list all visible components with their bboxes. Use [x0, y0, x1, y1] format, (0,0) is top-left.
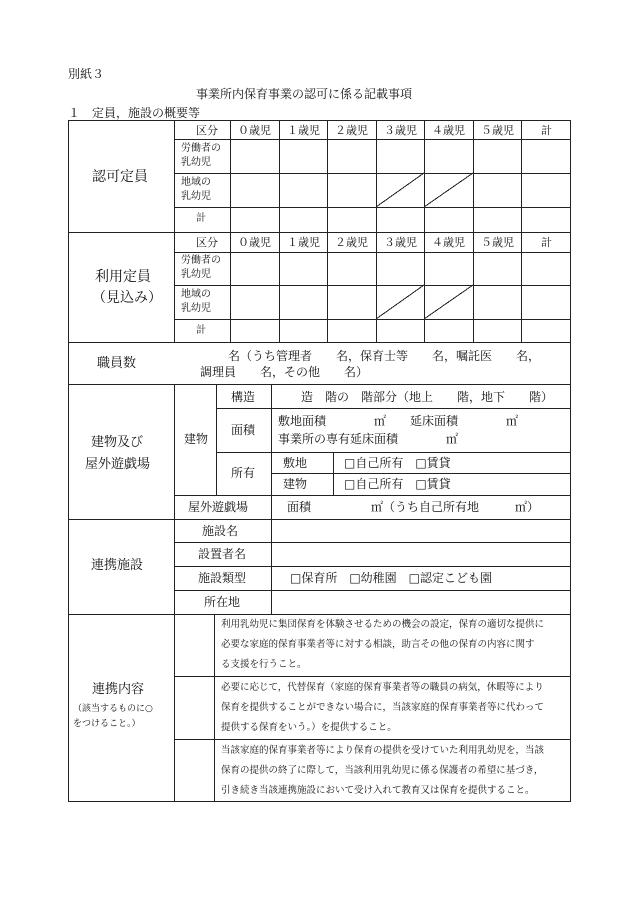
- building-ownership-options[interactable]: □自己所有 □賃貸: [344, 477, 451, 491]
- row-label-worker-line1: 労働者の: [181, 143, 221, 154]
- cooperation-note-line1: （該当するものに○: [73, 704, 153, 714]
- cooperation-item-3-line1: 当該家庭的保育事業者等により保育の提供を受けていた利用乳幼児を，当該: [221, 745, 545, 756]
- row-label-worker-line2: 乳幼児: [181, 269, 211, 280]
- page-title: 事業所内保育事業の認可に係る記載事項: [196, 87, 413, 101]
- facility-type-options[interactable]: □保育所 □幼稚園 □認定こども園: [290, 571, 493, 585]
- playground-area-value: 面積 ㎡（うち自己所有地 ㎡）: [287, 500, 540, 514]
- address-label: 所在地: [204, 595, 241, 609]
- cooperation-item-1: [221, 615, 544, 675]
- cooperation-item-2: [221, 678, 544, 738]
- col-header-age1: １歳児: [287, 236, 320, 249]
- section-heading: １ 定員，施設の概要等: [68, 106, 201, 120]
- col-header-age5: ５歳児: [481, 236, 514, 249]
- authorized-capacity-label: 認可定員: [92, 169, 148, 185]
- playground-label: 屋外遊戯場: [188, 500, 249, 514]
- structure-label: 構造: [231, 390, 256, 404]
- col-header-age3: ３歳児: [384, 236, 417, 249]
- col-header-total: 計: [541, 236, 552, 249]
- row-label-region-line1: 地域の: [181, 289, 211, 300]
- cooperation-item-2-line1: 必要に応じて，代替保育（家庭的保育事業者等の職員の病気，休暇等により: [221, 682, 544, 693]
- area-label: 面積: [231, 423, 256, 437]
- cooperation-item-3-line3: 引き続き当該連携施設において受け入れて教育又は保育を提供すること。: [221, 785, 535, 796]
- col-header-age4: ４歳児: [432, 124, 465, 137]
- col-header-age4: ４歳児: [432, 236, 465, 249]
- row-label-region-line2: 乳幼児: [181, 303, 211, 314]
- building-playground-label-line2: 屋外遊戯場: [85, 457, 151, 472]
- col-header-category: 区分: [196, 236, 218, 249]
- row-label-region-line1: 地域の: [181, 177, 211, 188]
- row-label-total: 計: [196, 325, 206, 336]
- cooperation-item-2-line3: 提供する保育をいう。）を提供すること。: [221, 722, 397, 733]
- land-label: 敷地: [283, 456, 308, 470]
- area-line2: 事業所の専有延床面積 ㎡: [278, 432, 459, 446]
- row-label-region-line2: 乳幼児: [181, 191, 211, 202]
- cooperation-item-1-line2: 必要な家庭的保育事業者等に対する相談，助言その他の保育の内容に関す: [221, 639, 535, 650]
- row-label-worker-line1: 労働者の: [181, 255, 221, 266]
- col-header-age1: １歳児: [287, 124, 320, 137]
- col-header-age2: ２歳児: [335, 124, 368, 137]
- cooperation-note-line2: をつけること。）: [73, 719, 141, 729]
- cooperation-item-1-line3: る支援を行うこと。: [221, 659, 307, 670]
- usage-capacity-label: 利用定員: [95, 269, 151, 285]
- cooperation-item-1-line1: 利用乳幼児に集団保育を体験させるための機会の設定，保育の適切な提供に: [221, 619, 545, 630]
- area-line1: 敷地面積 ㎡ 延床面積 ㎡: [278, 414, 519, 428]
- col-header-total: 計: [541, 124, 552, 137]
- cooperation-item-2-line2: 保育を提供することができない場合に，当該家庭的保育事業者等に代わって: [221, 702, 544, 713]
- building-playground-label-line1: 建物及び: [91, 435, 144, 450]
- usage-capacity-sublabel: （見込み）: [92, 290, 162, 306]
- row-label-total: 計: [196, 213, 206, 224]
- cooperation-label: 連携内容: [92, 682, 145, 697]
- col-header-age0: ０歳児: [238, 124, 271, 137]
- ownership-label: 所有: [231, 466, 256, 480]
- building-own-label: 建物: [283, 477, 308, 491]
- col-header-category: 区分: [196, 124, 218, 137]
- partner-facility-label: 連携施設: [91, 558, 144, 573]
- facility-name-label: 施設名: [202, 524, 239, 538]
- cooperation-item-3-line2: 保育の提供の終了に際して，当該利用乳幼児に係る保護者の希望に基づき，: [221, 765, 544, 776]
- cooperation-item-3: [221, 741, 544, 801]
- staff-breakdown-line1: 名（うち管理者 名，保育士等 名，嘱託医 名，: [228, 349, 541, 363]
- building-sublabel: 建物: [184, 432, 209, 446]
- land-ownership-options[interactable]: □自己所有 □賃貸: [344, 456, 451, 470]
- col-header-age3: ３歳児: [384, 124, 417, 137]
- col-header-age0: ０歳児: [238, 236, 271, 249]
- row-label-worker-line2: 乳幼児: [181, 157, 211, 168]
- founder-name-label: 設置者名: [198, 547, 247, 561]
- staff-breakdown-line2: 調理員 名，その他 名）: [200, 365, 369, 379]
- col-header-age2: ２歳児: [335, 236, 368, 249]
- facility-type-label: 施設類型: [198, 571, 247, 585]
- structure-value: 造 階の 階部分（地上 階，地下 階）: [301, 390, 554, 404]
- attachment-label: 別紙３: [68, 67, 105, 81]
- col-header-age5: ５歳児: [481, 124, 514, 137]
- staff-label: 職員数: [97, 356, 137, 371]
